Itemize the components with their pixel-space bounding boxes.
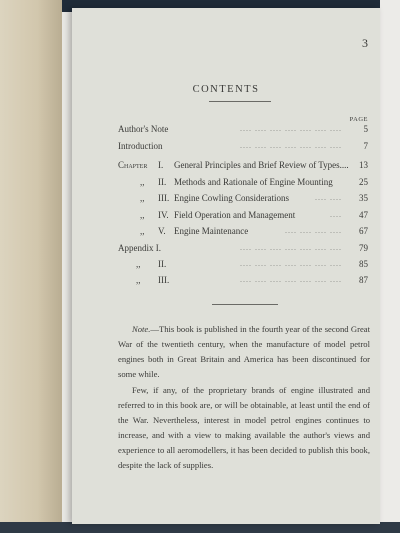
- leader-dots: .... .... .... .... .... .... ....: [240, 124, 342, 133]
- toc-prefix: ,,: [140, 177, 145, 187]
- toc-prefix: ,,: [140, 193, 145, 203]
- toc-row-chapter-4: [118, 208, 368, 222]
- page-column-label: PAGE: [349, 116, 368, 123]
- leader-dots: .... .... .... ....: [285, 226, 342, 235]
- toc-row-appendix-3: [118, 273, 368, 287]
- toc-row-chapter-5: [118, 224, 368, 238]
- note-text: —This book is published in the fourth year of the second Great War of the twentieth century, when the manufacture of model petrol engines both in Great Britain and America has been discontinued for some while.: [118, 324, 370, 379]
- note-lead: Note.: [132, 324, 151, 334]
- toc-row-introduction: [118, 139, 368, 153]
- toc-text: Field Operation and Management: [174, 210, 296, 220]
- toc-roman: II.: [158, 259, 167, 269]
- note-para2: Few, if any, of the proprietary brands of engine illustrated and referred to in this book are, or will be obtainable, at least until the end of the War. Nevertheless, interest in model petrol engines continues to increase, and with a view to making available the author's views and experience to all aeromodellers, it has been decided to publish this book, despite the lack of supplies.: [118, 385, 370, 470]
- note-paragraph-2: [118, 383, 370, 473]
- toc-prefix: ,,: [136, 275, 141, 285]
- leader-dots: ....: [330, 210, 342, 219]
- toc-prefix: Chapter: [118, 160, 148, 170]
- leader-dots: .... .... .... .... .... .... ....: [240, 243, 342, 252]
- toc-page: 67: [359, 226, 368, 236]
- toc-page: 79: [359, 243, 368, 253]
- toc-text: General Principles and Brief Review of Types....: [174, 160, 349, 170]
- toc-page: 5: [363, 124, 368, 134]
- toc-label: Appendix I.: [118, 243, 161, 253]
- toc-page: 85: [359, 259, 368, 269]
- book-page: [72, 8, 380, 524]
- note-paragraph: [118, 322, 370, 382]
- toc-page: 47: [359, 210, 368, 220]
- toc-row-appendix-1: [118, 241, 368, 255]
- toc-roman: V.: [158, 226, 166, 236]
- toc-roman: I.: [158, 160, 164, 170]
- toc-row-appendix-2: [118, 257, 368, 271]
- page-number: 3: [362, 36, 368, 50]
- toc-prefix: ,,: [140, 226, 145, 236]
- toc-row-chapter-3: [118, 191, 368, 205]
- toc-row-chapter-2: [118, 175, 368, 189]
- section-rule: [212, 304, 278, 305]
- toc-roman: III.: [158, 193, 170, 203]
- toc-page: 87: [359, 275, 368, 285]
- toc-roman: II.: [158, 177, 167, 187]
- background: [380, 0, 400, 533]
- toc-text: Engine Cowling Considerations: [174, 193, 289, 203]
- toc-text: Methods and Rationale of Engine Mounting: [174, 177, 333, 187]
- toc-text: Engine Maintenance: [174, 226, 249, 236]
- leader-dots: .... .... .... .... .... .... ....: [240, 141, 342, 150]
- leader-dots: .... ....: [315, 193, 342, 202]
- leader-dots: .... .... .... .... .... .... ....: [240, 259, 342, 268]
- toc-page: 13: [359, 160, 368, 170]
- leader-dots: .... .... .... .... .... .... ....: [240, 275, 342, 284]
- toc-roman: IV.: [158, 210, 169, 220]
- toc-row-authors-note: [118, 122, 368, 136]
- toc-label: Author's Note: [118, 124, 169, 134]
- book-cover-edge: [0, 0, 62, 533]
- title-rule: [209, 101, 271, 102]
- toc-page: 25: [359, 177, 368, 187]
- toc-page: 7: [363, 141, 368, 151]
- toc-prefix: ,,: [140, 210, 145, 220]
- contents-title: CONTENTS: [192, 84, 260, 95]
- toc-label: Introduction: [118, 141, 163, 151]
- toc-row-chapter-1: [118, 158, 368, 172]
- toc-roman: III.: [158, 275, 170, 285]
- toc-page: 35: [359, 193, 368, 203]
- toc-prefix: ,,: [136, 259, 141, 269]
